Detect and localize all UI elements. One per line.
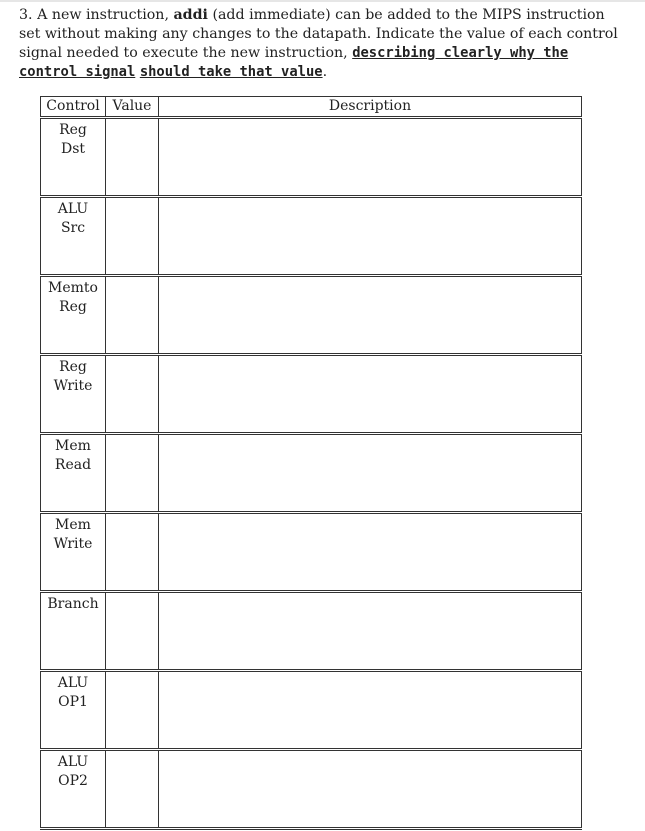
description-cell[interactable] [159, 276, 582, 355]
value-cell[interactable] [106, 197, 159, 276]
emphasis-line-1: describing clearly why the control signal [19, 45, 569, 80]
control-signal-name [41, 118, 106, 197]
question-text-after: (add immediate) can be added to the MIPS instruction set without making any changes to the datapath. Indicate the value of each control signal needed to execute the new instruction, [19, 7, 618, 61]
table-row [41, 513, 582, 592]
value-cell[interactable] [106, 750, 159, 829]
value-cell[interactable] [106, 355, 159, 434]
control-signal-name-line: ALU [57, 201, 89, 217]
description-cell[interactable] [159, 671, 582, 750]
header-description: Description [159, 97, 582, 118]
description-cell[interactable] [159, 197, 582, 276]
table-row [41, 671, 582, 750]
value-cell[interactable] [106, 276, 159, 355]
header-value: Value [106, 97, 159, 118]
control-signal-name [41, 355, 106, 434]
instruction-name: addi [173, 7, 208, 23]
description-cell[interactable] [159, 592, 582, 671]
control-signal-name [41, 197, 106, 276]
question-text [19, 6, 629, 82]
value-cell[interactable] [106, 434, 159, 513]
question-text-before: A new instruction, [37, 7, 169, 23]
control-signal-name-line: Mem [55, 517, 91, 533]
control-signal-name-line: Reg [59, 122, 87, 138]
control-signal-name-line: ALU [57, 675, 89, 691]
control-signal-name-line: Branch [47, 596, 99, 612]
header-control: Control [41, 97, 106, 118]
table-row [41, 355, 582, 434]
control-signal-name-line: Mem [55, 438, 91, 454]
table-row [41, 276, 582, 355]
control-signal-name-line: Reg [59, 359, 87, 375]
control-signal-name-line: Reg [59, 299, 87, 315]
table-row [41, 118, 582, 197]
table-row [41, 750, 582, 829]
value-cell[interactable] [106, 513, 159, 592]
description-cell[interactable] [159, 355, 582, 434]
control-signal-name-line: OP1 [58, 694, 88, 710]
value-cell[interactable] [106, 118, 159, 197]
control-signal-name [41, 750, 106, 829]
control-signal-name-line: OP2 [58, 773, 88, 789]
table-row [41, 434, 582, 513]
question-number: 3. [19, 7, 33, 23]
top-divider [0, 0, 645, 2]
table-row [41, 197, 582, 276]
value-cell[interactable] [106, 671, 159, 750]
control-signal-name-line: Memto [48, 280, 98, 296]
question-end: . [322, 64, 328, 80]
description-cell[interactable] [159, 434, 582, 513]
control-signal-table [40, 96, 582, 830]
control-signal-name-line: ALU [57, 754, 89, 770]
control-signal-name [41, 276, 106, 355]
control-signal-name [41, 513, 106, 592]
control-signal-name [41, 434, 106, 513]
control-signal-name-line: Dst [60, 141, 86, 157]
control-signal-name-line: Write [53, 536, 93, 552]
value-cell[interactable] [106, 592, 159, 671]
description-cell[interactable] [159, 118, 582, 197]
emphasis-line-2: should take that value [139, 64, 323, 80]
control-signal-name-line: Read [54, 457, 92, 473]
description-cell[interactable] [159, 513, 582, 592]
table-row [41, 592, 582, 671]
description-cell[interactable] [159, 750, 582, 829]
control-signal-name [41, 671, 106, 750]
table-header-row [41, 97, 582, 118]
control-signal-name [41, 592, 106, 671]
control-signal-name-line: Src [60, 220, 86, 236]
control-signal-name-line: Write [53, 378, 93, 394]
